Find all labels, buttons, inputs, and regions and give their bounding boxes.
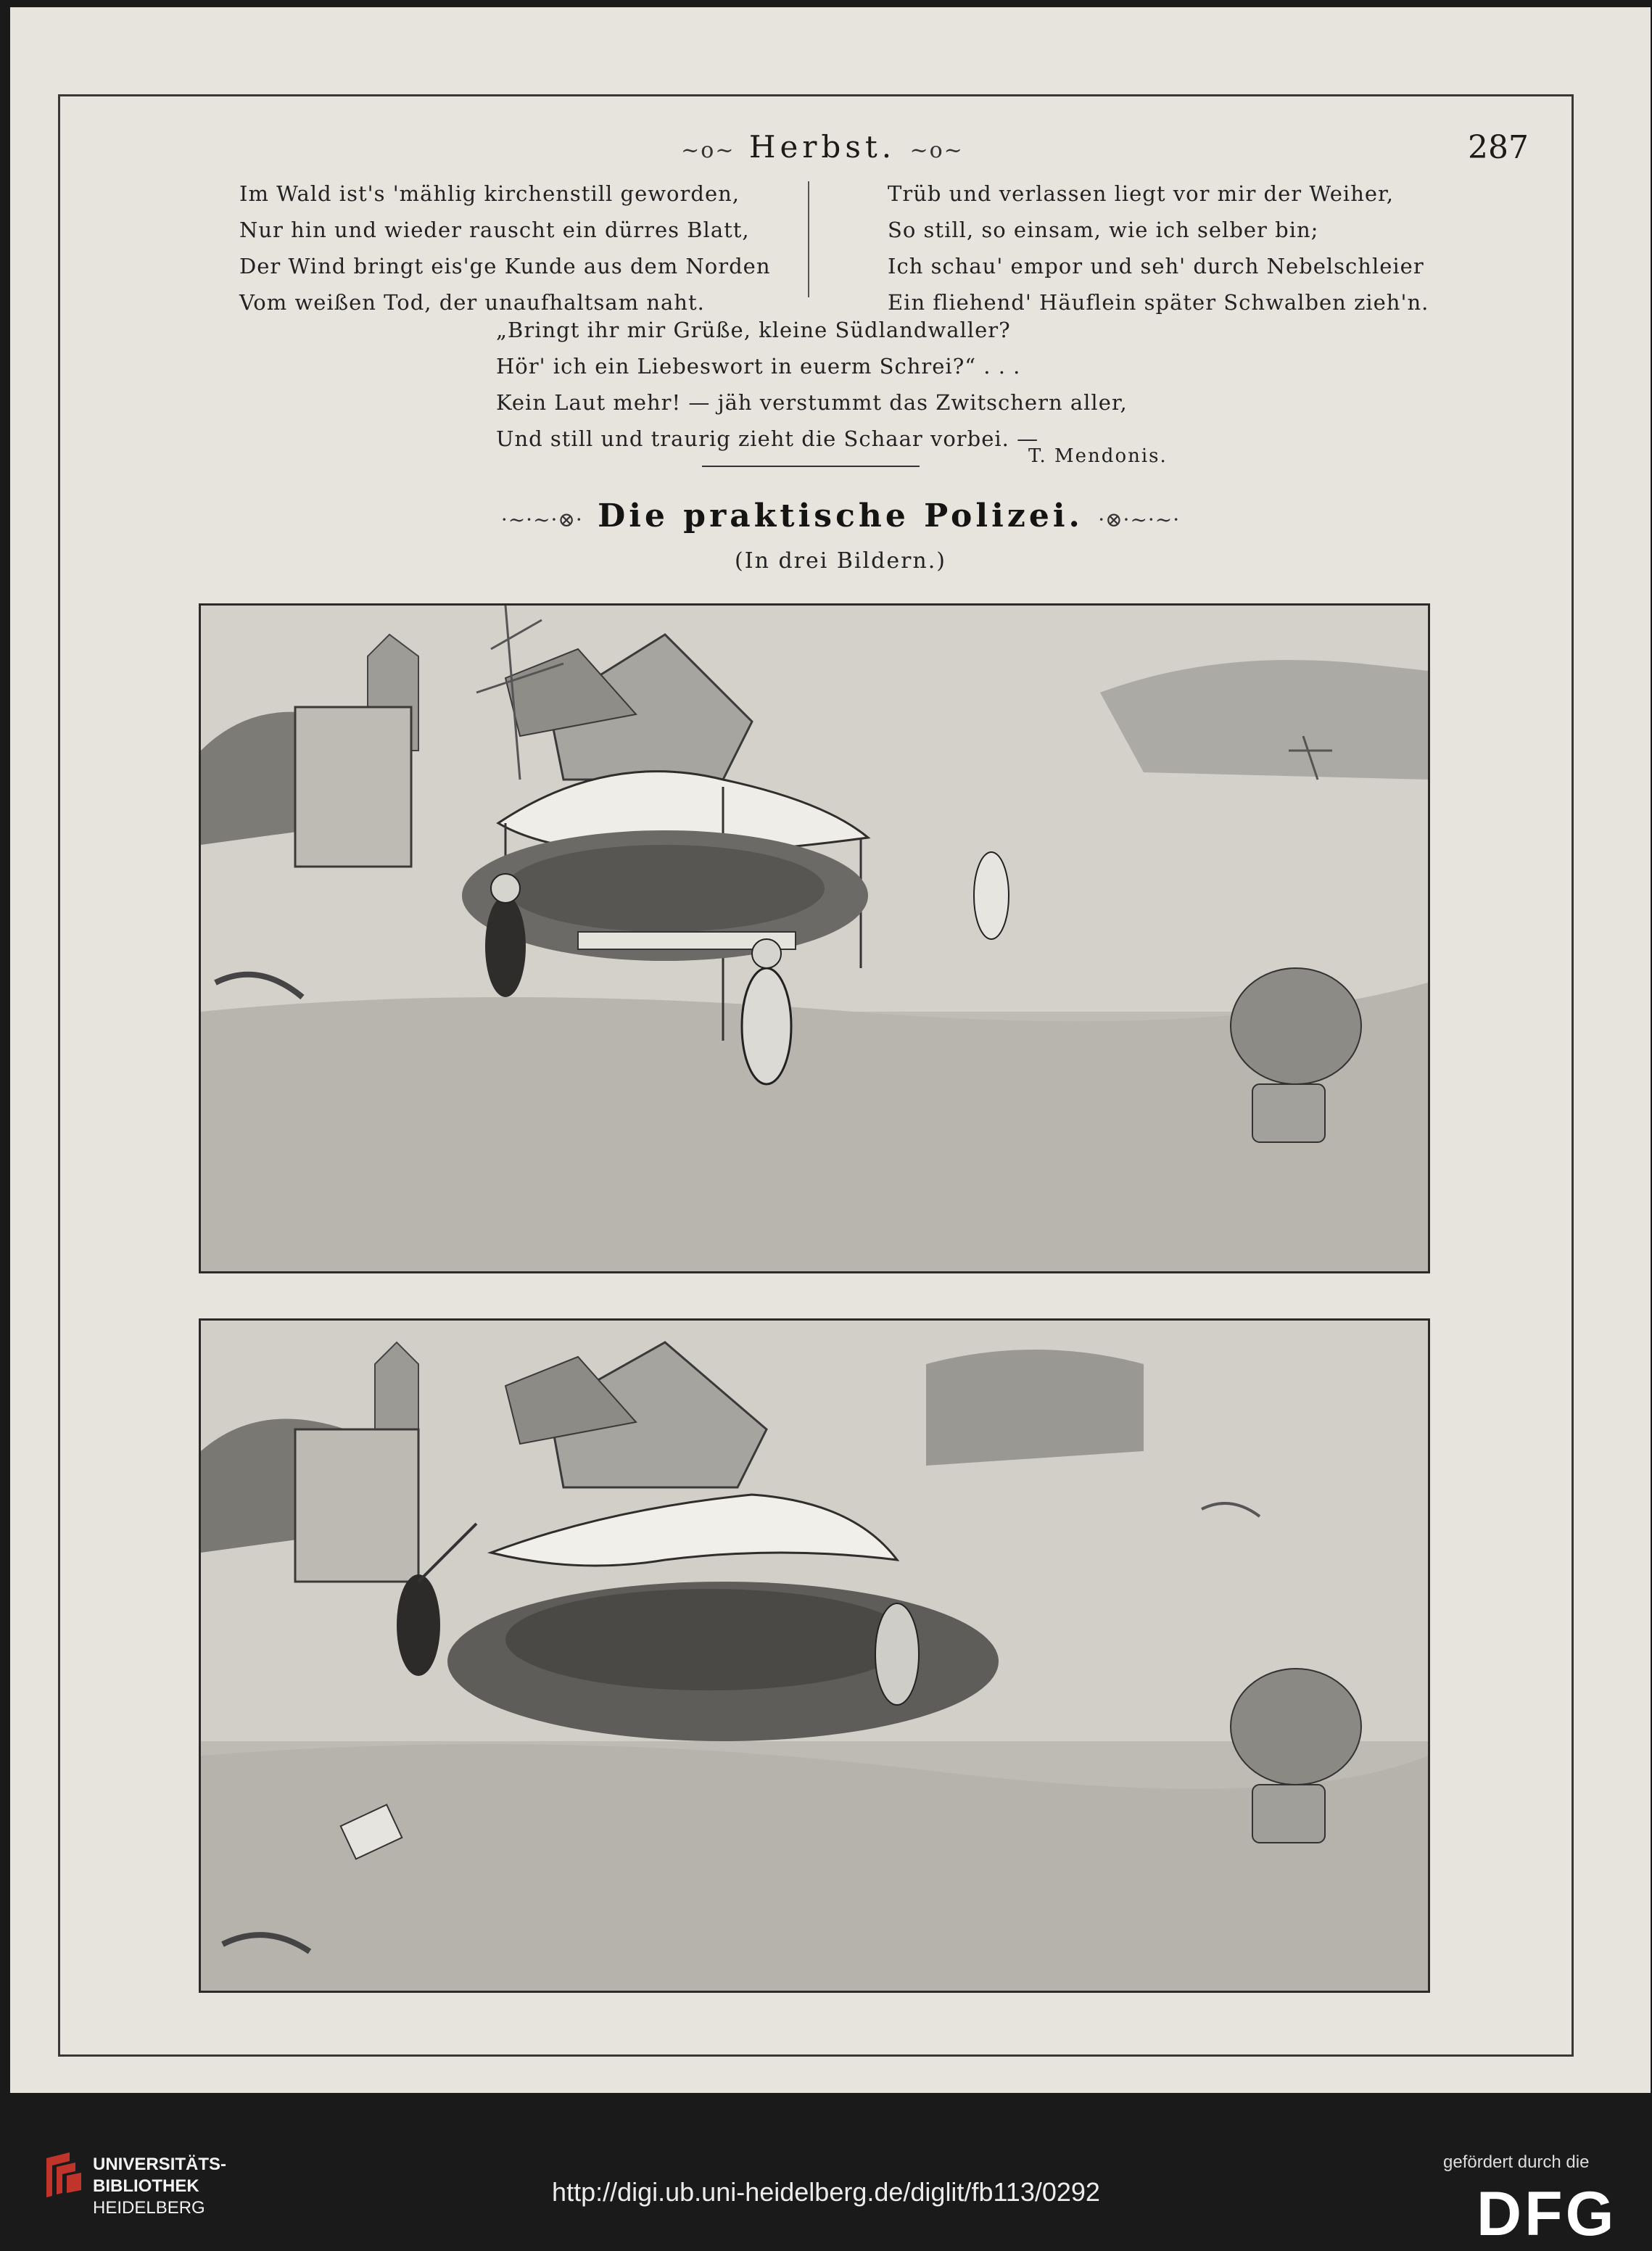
poem-line: „Bringt ihr mir Grüße, kleine Südlandwaller? [496, 318, 1011, 342]
stanza-left [239, 175, 771, 321]
poem-line: Im Wald ist's 'mählig kirchenstill geworden, [239, 181, 740, 206]
poem-line: Und still und traurig zieht die Schaar vorbei. — [496, 426, 1039, 451]
poem-title [10, 129, 1635, 165]
ornament-left-icon: ·~·~·⊗· [500, 508, 583, 532]
footer-bar [0, 2093, 1652, 2251]
poem-line: Kein Laut mehr! — jäh verstummt das Zwitschern aller, [496, 390, 1128, 415]
library-name-line: BIBLIOTHEK [93, 2176, 199, 2196]
section-rule [702, 466, 920, 467]
library-name-line: UNIVERSITÄTS- [93, 2155, 227, 2174]
poem-line: Nur hin und wieder rauscht ein dürres Blatt, [239, 218, 750, 242]
poem-line: Hör' ich ein Liebeswort in euerm Schrei?“ . . . [496, 354, 1021, 379]
section-title-text: Die praktische Polizei. [598, 497, 1083, 534]
illustration-fair-drawing [201, 606, 1428, 1271]
column-divider [808, 181, 809, 297]
page [10, 7, 1651, 2093]
poem-line: Ich schau' empor und seh' durch Nebelschleier [888, 254, 1424, 278]
library-name-line: HEIDELBERG [93, 2198, 205, 2218]
source-url[interactable]: http://digi.ub.uni-heidelberg.de/diglit/fb113/0292 [552, 2177, 1100, 2207]
funder-label: gefördert durch die [1443, 2152, 1590, 2172]
poem-line: So still, so einsam, wie ich selber bin; [888, 218, 1319, 242]
poem-line: Der Wind bringt eis'ge Kunde aus dem Norden [239, 254, 771, 278]
section-subtitle: (In drei Bildern.) [735, 548, 946, 574]
illustration-fair [199, 603, 1430, 1273]
illustration-collapse [199, 1318, 1430, 1993]
poem-line: Ein fliehend' Häuflein später Schwalben zieh'n. [888, 290, 1429, 315]
ornament-right-icon: ~o~ [909, 138, 964, 163]
poem-title-text: Herbst. [748, 129, 896, 165]
stanza-center [496, 312, 1128, 457]
ornament-left-icon: ~o~ [681, 138, 735, 163]
dfg-logo: DFG [1477, 2179, 1617, 2249]
poem-author: T. Mendonis. [1028, 445, 1168, 467]
poem-line: Vom weißen Tod, der unaufhaltsam naht. [239, 290, 705, 315]
poem-line: Trüb und verlassen liegt vor mir der Weiher, [888, 181, 1394, 206]
ornament-right-icon: ·⊗·~·~· [1098, 508, 1181, 532]
page-number: 287 [1468, 129, 1529, 166]
illustration-collapse-drawing [201, 1321, 1428, 1991]
section-title [10, 497, 1652, 534]
stanza-right [888, 175, 1429, 321]
